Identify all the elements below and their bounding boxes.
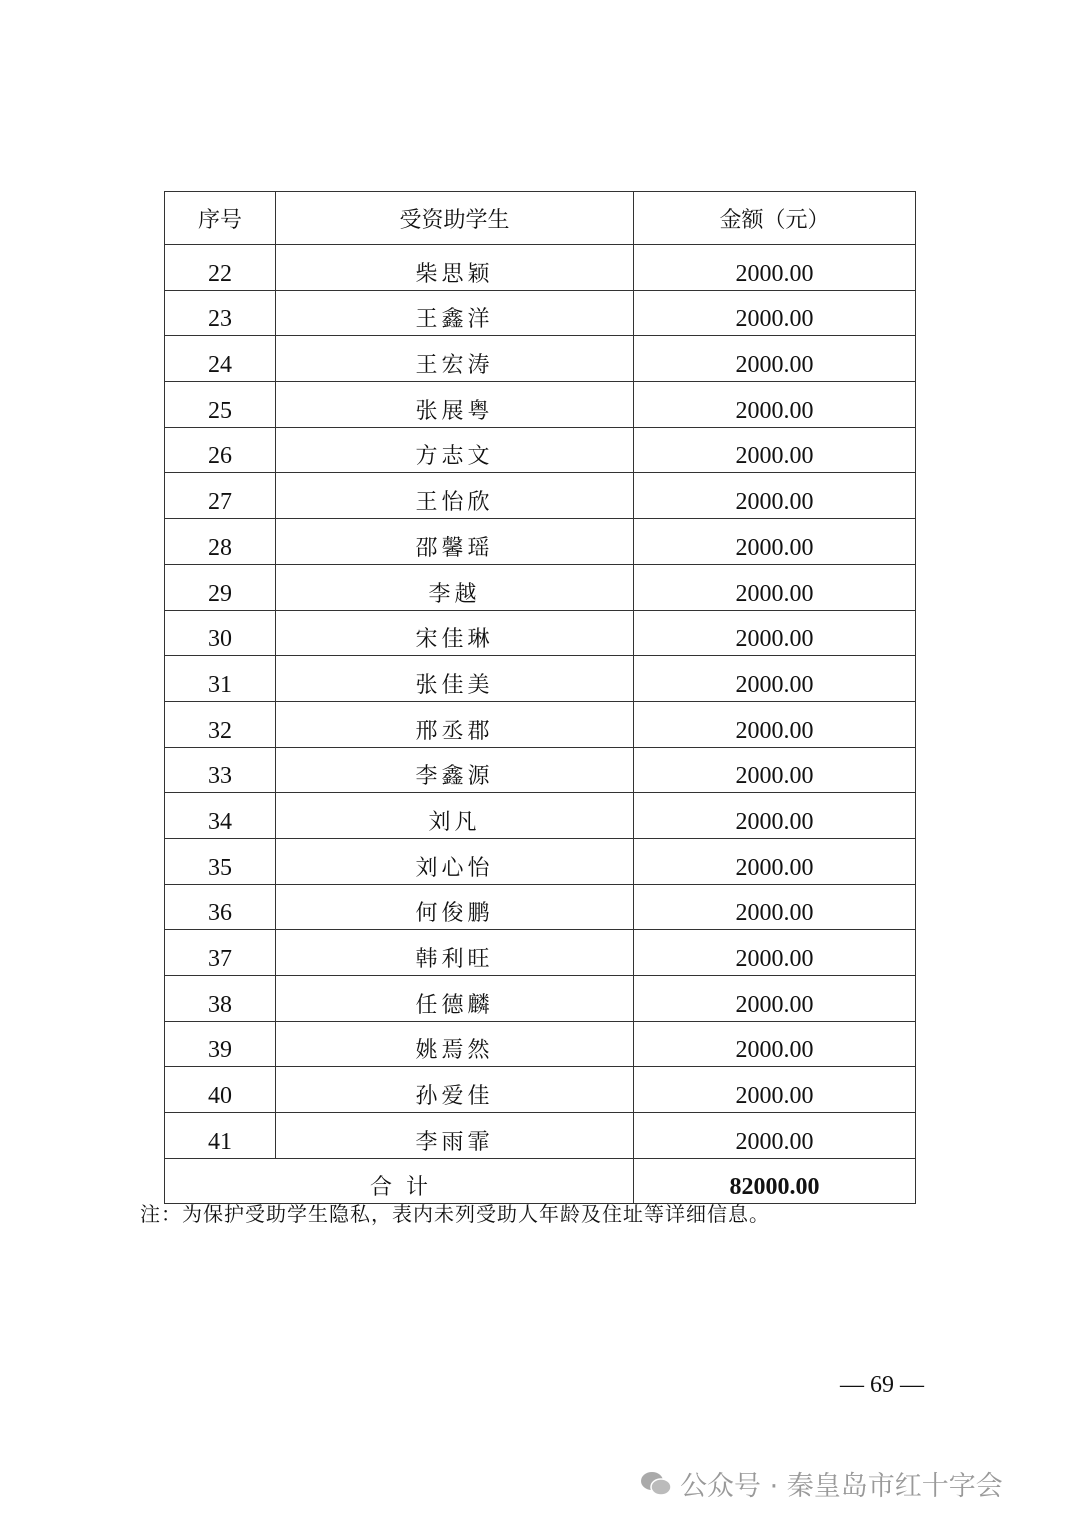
student-name: 李雨霏 xyxy=(276,1113,634,1159)
table-row xyxy=(165,473,916,519)
student-name: 姚焉然 xyxy=(276,1021,634,1067)
row-no: 25 xyxy=(165,382,276,428)
student-name: 邵馨瑶 xyxy=(276,519,634,565)
student-name: 李鑫源 xyxy=(276,747,634,793)
row-amount: 2000.00 xyxy=(634,473,916,519)
watermark xyxy=(640,1464,1003,1503)
row-amount: 2000.00 xyxy=(634,564,916,610)
row-no: 39 xyxy=(165,1021,276,1067)
row-no: 30 xyxy=(165,610,276,656)
privacy-note: 注：为保护受助学生隐私，表内未列受助人年龄及住址等详细信息。 xyxy=(140,1202,770,1226)
student-name: 何俊鹏 xyxy=(276,884,634,930)
student-name: 李越 xyxy=(276,564,634,610)
table-row xyxy=(165,976,916,1022)
table-row xyxy=(165,1021,916,1067)
row-no: 37 xyxy=(165,930,276,976)
table-row xyxy=(165,1113,916,1159)
row-no: 22 xyxy=(165,245,276,291)
table-row xyxy=(165,838,916,884)
row-no: 40 xyxy=(165,1067,276,1113)
row-amount: 2000.00 xyxy=(634,1021,916,1067)
row-amount: 2000.00 xyxy=(634,1113,916,1159)
row-no: 31 xyxy=(165,656,276,702)
row-amount: 2000.00 xyxy=(634,519,916,565)
row-no: 36 xyxy=(165,884,276,930)
row-amount: 2000.00 xyxy=(634,930,916,976)
row-amount: 2000.00 xyxy=(634,701,916,747)
row-no: 41 xyxy=(165,1113,276,1159)
total-label: 合 计 xyxy=(165,1158,634,1203)
header-no: 序号 xyxy=(165,192,276,245)
row-no: 28 xyxy=(165,519,276,565)
row-amount: 2000.00 xyxy=(634,336,916,382)
watermark-text: 公众号 · 秦皇岛市红十字会 xyxy=(680,1471,1003,1502)
student-name: 刘心怡 xyxy=(276,838,634,884)
table-row xyxy=(165,290,916,336)
table-row xyxy=(165,701,916,747)
student-name: 孙爱佳 xyxy=(276,1067,634,1113)
row-amount: 2000.00 xyxy=(634,793,916,839)
row-amount: 2000.00 xyxy=(634,976,916,1022)
total-amount: 82000.00 xyxy=(634,1158,916,1203)
student-name: 刘凡 xyxy=(276,793,634,839)
row-no: 24 xyxy=(165,336,276,382)
donation-table xyxy=(164,191,916,1204)
row-amount: 2000.00 xyxy=(634,382,916,428)
page-number: — 69 — xyxy=(840,1372,924,1398)
table-row xyxy=(165,382,916,428)
row-amount: 2000.00 xyxy=(634,838,916,884)
row-amount: 2000.00 xyxy=(634,245,916,291)
header-student: 受资助学生 xyxy=(276,192,634,245)
row-amount: 2000.00 xyxy=(634,747,916,793)
table-row xyxy=(165,656,916,702)
wechat-icon xyxy=(640,1471,672,1497)
student-name: 王鑫洋 xyxy=(276,290,634,336)
row-amount: 2000.00 xyxy=(634,290,916,336)
header-amount: 金额（元） xyxy=(634,192,916,245)
row-amount: 2000.00 xyxy=(634,1067,916,1113)
table-row xyxy=(165,245,916,291)
row-no: 38 xyxy=(165,976,276,1022)
table-row xyxy=(165,519,916,565)
row-amount: 2000.00 xyxy=(634,656,916,702)
student-name: 任德麟 xyxy=(276,976,634,1022)
row-no: 34 xyxy=(165,793,276,839)
row-no: 23 xyxy=(165,290,276,336)
table-row xyxy=(165,336,916,382)
row-no: 32 xyxy=(165,701,276,747)
table-row xyxy=(165,930,916,976)
table-row xyxy=(165,1067,916,1113)
student-name: 邢丞郡 xyxy=(276,701,634,747)
student-name: 韩利旺 xyxy=(276,930,634,976)
student-name: 张佳美 xyxy=(276,656,634,702)
student-name: 张展粤 xyxy=(276,382,634,428)
row-no: 26 xyxy=(165,427,276,473)
total-row xyxy=(165,1158,916,1203)
student-name: 方志文 xyxy=(276,427,634,473)
row-amount: 2000.00 xyxy=(634,610,916,656)
row-no: 35 xyxy=(165,838,276,884)
student-name: 王怡欣 xyxy=(276,473,634,519)
row-amount: 2000.00 xyxy=(634,884,916,930)
row-amount: 2000.00 xyxy=(634,427,916,473)
table-row xyxy=(165,610,916,656)
row-no: 33 xyxy=(165,747,276,793)
table-row xyxy=(165,793,916,839)
table-row xyxy=(165,747,916,793)
student-name: 王宏涛 xyxy=(276,336,634,382)
table-row xyxy=(165,564,916,610)
student-name: 宋佳琳 xyxy=(276,610,634,656)
row-no: 27 xyxy=(165,473,276,519)
student-name: 柴思颖 xyxy=(276,245,634,291)
table-row xyxy=(165,884,916,930)
row-no: 29 xyxy=(165,564,276,610)
table-row xyxy=(165,427,916,473)
